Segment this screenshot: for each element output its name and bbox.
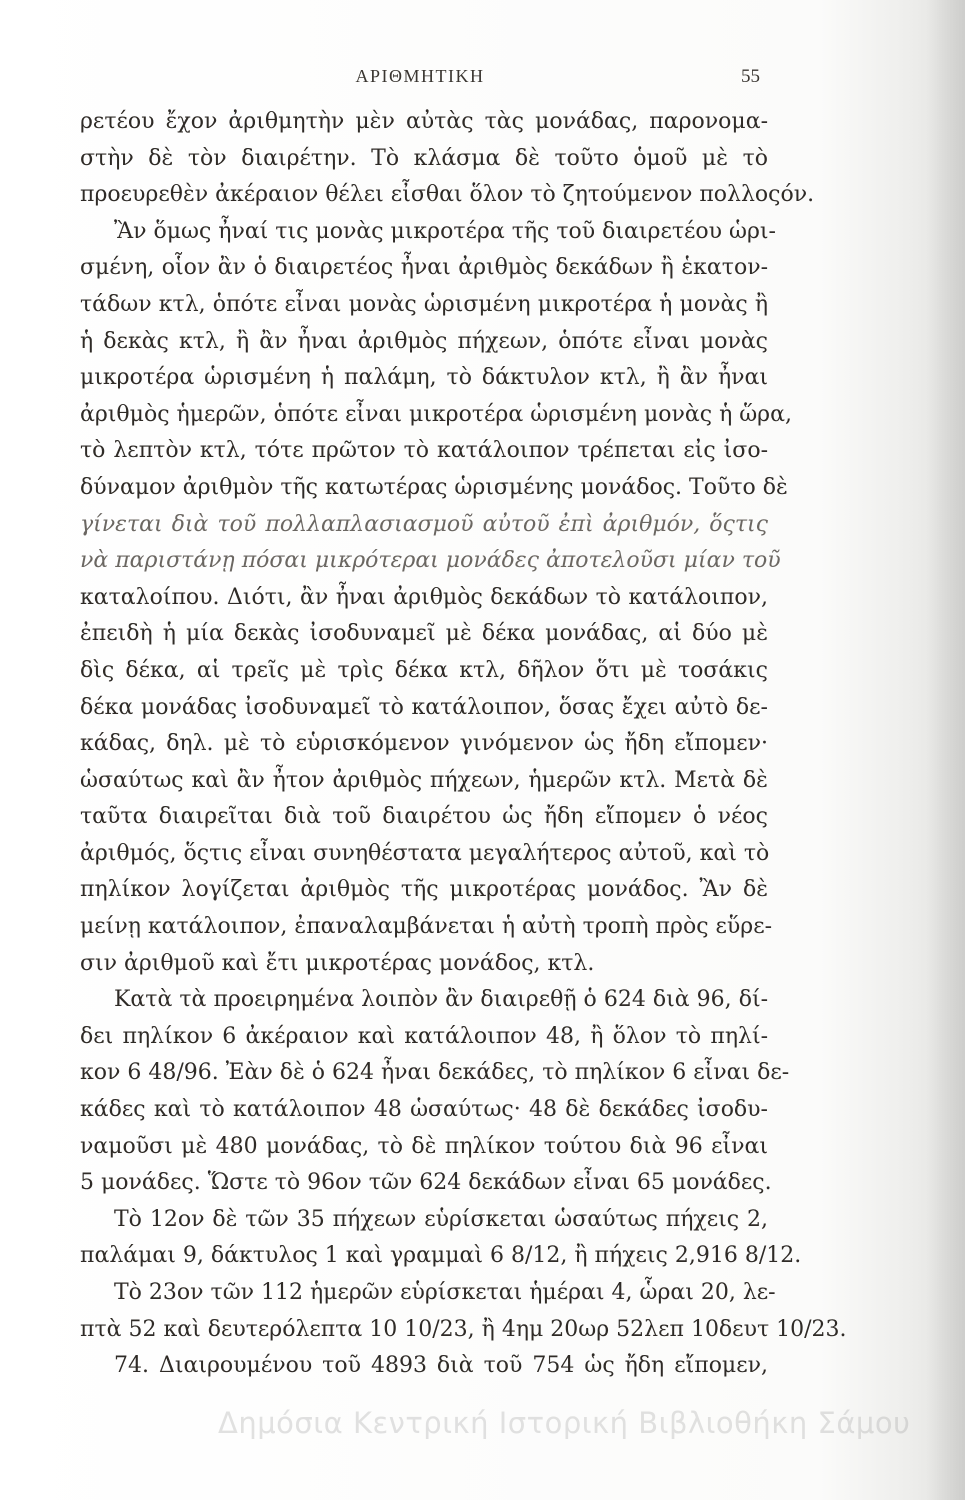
text-line: δύναμον ἀριθμὸν τῆς κατωτέρας ὡρισμένης μονάδος. Τοῦτο δὲ [80,474,788,500]
text-line: κάδες καὶ τὸ κατάλοιπον 48 ὡσαύτως· 48 δὲ δεκάδες ἰσοδυ- [80,1097,768,1123]
text-line: πτὰ 52 καὶ δευτερόλεπτα 10 10/23, ἢ 4ημ 20ωρ 52λεπ 10δευτ 10/23. [80,1316,847,1342]
text-line: μικροτέρα ὡρισμένη ἡ παλάμη, τὸ δάκτυλον κτλ, ἢ ἂν ἦναι [80,365,768,391]
page-number: 55 [741,66,760,87]
text-line: 74. Διαιρουμένου τοῦ 4893 διὰ τοῦ 754 ὡς ἤδη εἴπομεν, [114,1353,768,1379]
text-line: προευρεθὲν ἀκέραιον θέλει εἶσθαι ὅλον τὸ ζητούμενον πολλοςόν. [80,182,815,208]
text-line: ναμοῦσι μὲ 480 μονάδας, τὸ δὲ πηλίκον τούτου διὰ 96 εἶναι [80,1133,768,1159]
text-line: Τὸ 12ον δὲ τῶν 35 πήχεων εὑρίσκεται ὡσαύτως πήχεις 2, [114,1206,768,1232]
text-line: δὶς δέκα, αἱ τρεῖς μὲ τρὶς δέκα κτλ, δῆλον ὅτι μὲ τοσάκις [80,657,768,683]
text-line: σιν ἀριθμοῦ καὶ ἔτι μικροτέρας μονάδος, κτλ. [80,950,595,976]
text-line: ἀριθμὸς ἡμερῶν, ὁπότε εἶναι μικροτέρα ὡρισμένη μονὰς ἡ ὥρα, [80,401,792,427]
text-line: δει πηλίκον 6 ἀκέραιον καὶ κατάλοιπον 48, ἢ ὅλον τὸ πηλί- [80,1023,768,1049]
text-line: Ἂν ὅμως ἦναί τις μονὰς μικροτέρα τῆς τοῦ διαιρετέου ὡρι- [114,218,776,244]
text-line: νὰ παριστάνῃ πόσαι μικρότεραι μονάδες ἀποτελοῦσι μίαν τοῦ [80,548,781,574]
running-title: ΑΡΙΘΜΗΤΙΚΗ [355,66,485,86]
body-text [80,104,847,1385]
text-line: 5 μονάδες. Ὥστε τὸ 96ον τῶν 624 δεκάδων εἶναι 65 μονάδες. [80,1170,772,1196]
text-line: δέκα μονάδας ἰσοδυναμεῖ τὸ κατάλοιπον, ὅσας ἔχει αὐτὸ δε- [80,694,768,720]
text-line: ταῦτα διαιρεῖται διὰ τοῦ διαιρέτου ὡς ἤδη εἴπομεν ὁ νέος [80,804,768,830]
text-line: ἀριθμός, ὅςτις εἶναι συνηθέστατα μεγαλήτερος αὐτοῦ, καὶ τὸ [80,840,770,866]
text-line: μείνῃ κατάλοιπον, ἐπαναλαμβάνεται ἡ αὐτὴ τροπὴ πρὸς εὕρε- [80,914,773,940]
text-line: ἐπειδὴ ἡ μία δεκὰς ἰσοδυναμεῖ μὲ δέκα μονάδας, αἱ δύο μὲ [80,621,768,647]
text-line: ὡσαύτως καὶ ἂν ἦτον ἀριθμὸς πήχεων, ἡμερῶν κτλ. Μετὰ δὲ [80,767,768,793]
text-line: σμένη, οἷον ἂν ὁ διαιρετέος ἦναι ἀριθμὸς δεκάδων ἢ ἑκατον- [80,255,768,281]
text-line: παλάμαι 9, δάκτυλος 1 καὶ γραμμαὶ 6 8/12, ἢ πήχεις 2,916 8/12. [80,1243,802,1269]
text-line: τὸ λεπτὸν κτλ, τότε πρῶτον τὸ κατάλοιπον τρέπεται εἰς ἰσο- [80,438,768,464]
text-line: στὴν δὲ τὸν διαιρέτην. Τὸ κλάσμα δὲ τοῦτο ὁμοῦ μὲ τὸ [80,145,768,171]
page-header [80,66,760,96]
text-line: κάδας, δηλ. μὲ τὸ εὑρισκόμενον γινόμενον ὡς ἤδη εἴπομεν· [80,731,768,757]
text-line: ρετέου ἔχον ἀριθμητὴν μὲν αὐτὰς τὰς μονάδας, παρονομα- [80,109,768,134]
text-line: γίνεται διὰ τοῦ πολλαπλασιασμοῦ αὐτοῦ ἐπὶ ἀριθμόν, ὅςτις [80,511,768,537]
text-line: καταλοίπου. Διότι, ἂν ἦναι ἀριθμὸς δεκάδων τὸ κατάλοιπον, [80,584,768,610]
text-line: τάδων κτλ, ὁπότε εἶναι μονὰς ὡρισμένη μικροτέρα ἡ μονὰς ἢ [80,291,768,317]
text-line: Τὸ 23ον τῶν 112 ἡμερῶν εὑρίσκεται ἡμέραι 4, ὧραι 20, λε- [114,1280,776,1305]
library-watermark: Δημόσια Κεντρική Ιστορική Βιβλιοθήκη Σάμου [218,1406,911,1440]
text-line: πηλίκον λογίζεται ἀριθμὸς τῆς μικροτέρας μονάδος. Ἂν δὲ [80,877,768,903]
text-line: Κατὰ τὰ προειρημένα λοιπὸν ἂν διαιρεθῇ ὁ 624 διὰ 96, δί- [114,987,768,1013]
text-line: ἡ δεκὰς κτλ, ἢ ἂν ἦναι ἀριθμὸς πήχεων, ὁπότε εἶναι μονὰς [80,328,768,354]
text-line: κον 6 48/96. Ἐὰν δὲ ὁ 624 ἦναι δεκάδες, τὸ πηλίκον 6 εἶναι δε- [80,1060,790,1086]
page-spine-shadow [927,0,965,1500]
